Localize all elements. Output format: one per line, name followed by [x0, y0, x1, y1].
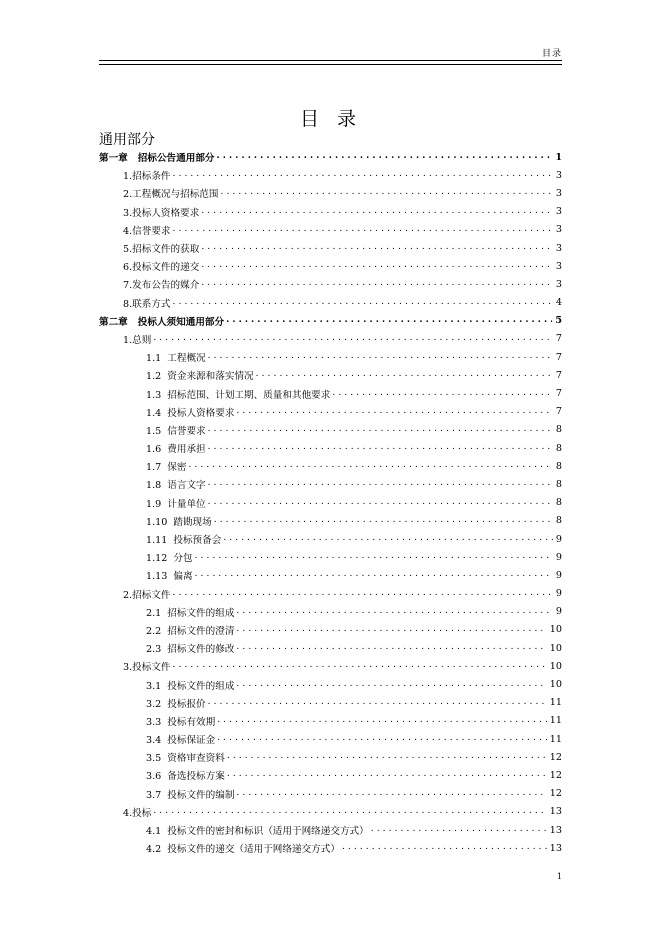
toc-entry-label — [123, 205, 199, 219]
toc-page-number: 9 — [555, 551, 562, 563]
toc-dot-leader — [173, 297, 553, 307]
toc-entry[interactable] — [99, 348, 562, 366]
toc-dot-leader — [227, 769, 547, 779]
toc-entry-number: 1.2 — [146, 371, 162, 383]
toc-entry[interactable] — [99, 512, 562, 530]
toc-entry-label — [123, 332, 151, 346]
toc-entry[interactable] — [99, 421, 562, 439]
toc-dot-leader — [188, 460, 552, 470]
toc-entry-number: 3.1 — [146, 680, 162, 692]
toc-entry-text: 投标有效期 — [167, 716, 216, 728]
toc-entry[interactable] — [99, 803, 562, 821]
toc-entry[interactable] — [99, 603, 562, 621]
toc-entry[interactable] — [99, 257, 562, 275]
toc-page-number: 7 — [555, 406, 562, 418]
toc-entry[interactable] — [99, 712, 562, 730]
toc-dot-leader — [236, 606, 552, 616]
toc-entry-label — [123, 296, 171, 310]
toc-entry-text: 3.投标文件 — [123, 662, 171, 674]
toc-page-number: 3 — [555, 242, 562, 254]
toc-entry-number: 2.2 — [146, 625, 162, 637]
toc-entry-label — [146, 477, 206, 491]
toc-page-number: 3 — [555, 169, 562, 181]
toc-page-number: 7 — [555, 333, 562, 345]
toc-entry-text: 投标文件的递交（适用于网络递交方式） — [167, 844, 340, 856]
toc-entry-number: 3.3 — [146, 716, 162, 728]
toc-entry-number: 1.9 — [146, 498, 162, 510]
toc-dot-leader — [217, 715, 547, 725]
toc-entry-label — [146, 496, 206, 510]
toc-dot-leader — [153, 333, 553, 343]
toc-dot-leader — [195, 551, 553, 561]
toc-dot-leader — [208, 497, 553, 507]
toc-entry-number: 4.2 — [146, 844, 162, 856]
header-rule — [99, 60, 562, 61]
toc-entry-number: 1.7 — [146, 462, 162, 474]
toc-page-number: 3 — [555, 260, 562, 272]
toc-page-number: 10 — [549, 679, 562, 691]
toc-entry-text: 投标预备会 — [173, 535, 222, 547]
toc-dot-leader — [236, 679, 546, 689]
toc-entry-number: 1.6 — [146, 444, 162, 456]
table-of-contents — [99, 148, 562, 857]
toc-entry-text: 语言文字 — [167, 480, 206, 492]
toc-page-number: 8 — [555, 460, 562, 472]
toc-entry[interactable] — [99, 384, 562, 402]
toc-page-number: 1 — [555, 151, 562, 163]
toc-entry[interactable] — [99, 366, 562, 384]
toc-entry-label — [146, 696, 206, 710]
toc-entry-label — [146, 441, 206, 455]
toc-entry-label — [146, 841, 340, 855]
toc-dot-leader — [173, 588, 553, 598]
toc-entry[interactable] — [99, 221, 562, 239]
toc-entry[interactable] — [99, 657, 562, 675]
toc-page-number: 11 — [549, 733, 562, 745]
toc-page-number: 3 — [555, 187, 562, 199]
toc-page-number: 8 — [555, 478, 562, 490]
toc-page-number: 13 — [549, 824, 562, 836]
toc-dot-leader — [226, 315, 552, 325]
toc-entry[interactable] — [99, 494, 562, 512]
toc-dot-leader — [236, 788, 546, 798]
toc-entry-text: 1.总则 — [123, 334, 152, 346]
toc-entry-label — [146, 623, 234, 637]
toc-entry[interactable] — [99, 639, 562, 657]
toc-entry-text: 投标人资格要求 — [167, 407, 235, 419]
toc-page-number: 12 — [549, 751, 562, 763]
toc-entry-label — [146, 787, 234, 801]
toc-entry[interactable] — [99, 166, 562, 184]
toc-entry-label — [123, 659, 171, 673]
toc-dot-leader — [201, 206, 553, 216]
toc-page-number: 12 — [549, 788, 562, 800]
toc-entry-number: 1.12 — [146, 553, 168, 565]
toc-entry[interactable] — [99, 748, 562, 766]
toc-entry-number: 3.5 — [146, 753, 162, 765]
toc-entry-label — [123, 241, 199, 255]
toc-entry-label — [99, 150, 215, 164]
toc-entry-text: 踏勘现场 — [173, 516, 212, 528]
toc-entry-text: 投标文件的密封和标识（适用于网络递交方式） — [167, 826, 369, 838]
toc-dot-leader — [208, 697, 547, 707]
header-rule-thin — [99, 64, 562, 65]
toc-entry-number: 1.11 — [146, 535, 168, 547]
toc-entry-text: 3.投标人资格要求 — [123, 207, 200, 219]
toc-page-number: 8 — [555, 424, 562, 436]
toc-dot-leader — [173, 224, 553, 234]
toc-page-number: 11 — [549, 715, 562, 727]
toc-dot-leader — [236, 642, 546, 652]
toc-page-number: 7 — [555, 388, 562, 400]
toc-entry[interactable] — [99, 330, 562, 348]
toc-entry[interactable] — [99, 821, 562, 839]
toc-dot-leader — [201, 242, 553, 252]
toc-entry[interactable] — [99, 730, 562, 748]
toc-entry[interactable] — [99, 548, 562, 566]
toc-entry-label — [123, 223, 171, 237]
toc-entry-text: 投标报价 — [167, 698, 206, 710]
toc-entry[interactable] — [99, 184, 562, 202]
toc-entry-label — [123, 805, 151, 819]
toc-entry-text: 费用承担 — [167, 444, 206, 456]
toc-entry-label — [123, 587, 171, 601]
toc-page-number: 9 — [555, 588, 562, 600]
toc-page-number: 3 — [555, 224, 562, 236]
toc-page-number: 4 — [555, 297, 562, 309]
toc-entry[interactable] — [99, 475, 562, 493]
toc-entry-number: 2.1 — [146, 607, 162, 619]
toc-entry-number: 1.8 — [146, 480, 162, 492]
toc-entry-text: 8.联系方式 — [123, 298, 171, 310]
toc-page-number: 7 — [555, 369, 562, 381]
toc-entry[interactable] — [99, 585, 562, 603]
toc-entry-label — [146, 350, 206, 364]
toc-entry-label — [146, 514, 212, 528]
toc-page-number: 9 — [555, 569, 562, 581]
toc-entry-number: 3.2 — [146, 698, 162, 710]
toc-page-number: 8 — [555, 515, 562, 527]
toc-entry[interactable] — [99, 566, 562, 584]
toc-page-number: 9 — [555, 533, 562, 545]
toc-entry-label — [146, 714, 215, 728]
toc-entry-text: 招标文件的澄清 — [167, 625, 235, 637]
toc-dot-leader — [173, 169, 553, 179]
toc-dot-leader — [201, 278, 553, 288]
toc-entry-text: 分包 — [173, 553, 193, 565]
toc-entry-label — [123, 277, 199, 291]
toc-entry-text: 招标文件的组成 — [167, 607, 235, 619]
toc-entry-label — [146, 423, 206, 437]
toc-page-number: 5 — [555, 315, 562, 327]
toc-entry-text: 资金来源和落实情况 — [167, 371, 254, 383]
toc-dot-leader — [221, 187, 553, 197]
toc-dot-leader — [227, 751, 547, 761]
toc-entry-number: 1.5 — [146, 425, 162, 437]
toc-page-number: 8 — [555, 442, 562, 454]
toc-entry-label — [146, 368, 254, 382]
toc-entry-number: 1.4 — [146, 407, 162, 419]
toc-page-number: 10 — [549, 642, 562, 654]
toc-entry-number: 第二章 — [99, 316, 128, 328]
toc-entry-text: 偏离 — [173, 571, 193, 583]
toc-entry-label — [146, 678, 234, 692]
toc-entry[interactable] — [99, 839, 562, 857]
toc-entry-label — [123, 259, 199, 273]
toc-entry[interactable] — [99, 312, 562, 330]
toc-entry[interactable] — [99, 694, 562, 712]
toc-entry-text: 投标文件的组成 — [167, 680, 235, 692]
toc-entry-label — [123, 186, 219, 200]
toc-entry-text: 4.信誉要求 — [123, 225, 171, 237]
toc-entry[interactable] — [99, 439, 562, 457]
toc-entry-text: 备选投标方案 — [167, 771, 225, 783]
toc-entry-number: 2.3 — [146, 644, 162, 656]
toc-entry-number: 4.1 — [146, 826, 162, 838]
toc-dot-leader — [208, 424, 553, 434]
toc-entry-text: 5.招标文件的获取 — [123, 244, 200, 256]
toc-entry[interactable] — [99, 766, 562, 784]
toc-entry-number: 第一章 — [99, 153, 128, 165]
toc-entry-number: 1.10 — [146, 516, 168, 528]
toc-dot-leader — [236, 406, 552, 416]
toc-dot-leader — [217, 733, 547, 743]
toc-entry[interactable] — [99, 530, 562, 548]
toc-entry-text: 7.发布公告的媒介 — [123, 280, 200, 292]
toc-entry[interactable] — [99, 275, 562, 293]
toc-dot-leader — [195, 569, 553, 579]
toc-entry[interactable] — [99, 239, 562, 257]
toc-entry-label — [146, 605, 234, 619]
toc-entry-label — [146, 732, 215, 746]
toc-entry-text: 招标公告通用部分 — [137, 153, 215, 165]
toc-dot-leader — [208, 351, 553, 361]
toc-entry-number: 3.7 — [146, 789, 162, 801]
toc-entry-label — [146, 532, 221, 546]
toc-entry-text: 投标文件的编制 — [167, 789, 235, 801]
toc-page-number: 3 — [555, 206, 562, 218]
toc-dot-leader — [201, 260, 553, 270]
toc-page-number: 9 — [555, 606, 562, 618]
toc-entry-label — [146, 641, 234, 655]
toc-entry-number: 3.4 — [146, 735, 162, 747]
toc-entry-text: 投标保证金 — [167, 735, 216, 747]
toc-dot-leader — [217, 151, 553, 161]
toc-entry-label — [146, 823, 369, 837]
toc-entry-text: 资格审查资料 — [167, 753, 225, 765]
toc-dot-leader — [173, 660, 547, 670]
toc-entry-text: 计量单位 — [167, 498, 206, 510]
toc-entry-label — [123, 168, 171, 182]
toc-entry-label — [146, 459, 186, 473]
toc-entry[interactable] — [99, 203, 562, 221]
toc-entry-text: 2.招标文件 — [123, 589, 171, 601]
toc-page-number: 11 — [549, 697, 562, 709]
toc-entry-text: 2.工程概况与招标范围 — [123, 189, 219, 201]
toc-entry[interactable] — [99, 675, 562, 693]
toc-entry-text: 投标人须知通用部分 — [137, 316, 225, 328]
toc-entry[interactable] — [99, 403, 562, 421]
toc-entry-label — [146, 568, 193, 582]
toc-entry-label — [146, 768, 225, 782]
toc-entry-number: 1.1 — [146, 353, 162, 365]
toc-entry-text: 工程概况 — [167, 353, 206, 365]
toc-entry-text: 6.投标文件的递交 — [123, 262, 200, 274]
toc-entry-text: 4.投标 — [123, 807, 152, 819]
toc-entry-label — [146, 387, 330, 401]
toc-page-number: 10 — [549, 624, 562, 636]
toc-entry-number: 1.3 — [146, 389, 162, 401]
toc-dot-leader — [208, 478, 553, 488]
toc-dot-leader — [208, 442, 553, 452]
toc-page-number: 10 — [549, 660, 562, 672]
toc-dot-leader — [342, 842, 547, 852]
toc-page-number: 7 — [555, 351, 562, 363]
toc-entry-label — [146, 405, 234, 419]
toc-dot-leader — [256, 369, 553, 379]
toc-page-number: 8 — [555, 497, 562, 509]
toc-page-number: 13 — [549, 842, 562, 854]
toc-dot-leader — [153, 806, 546, 816]
toc-page-number: 12 — [549, 769, 562, 781]
toc-entry-label — [99, 314, 224, 328]
toc-dot-leader — [214, 515, 553, 525]
toc-dot-leader — [371, 824, 547, 834]
toc-entry-text: 1.招标条件 — [123, 171, 171, 183]
toc-entry-number: 1.13 — [146, 571, 168, 583]
toc-dot-leader — [332, 388, 553, 398]
toc-entry-text: 招标文件的修改 — [167, 644, 235, 656]
toc-entry-text: 信誉要求 — [167, 425, 206, 437]
toc-entry-text: 招标范围、计划工期、质量和其他要求 — [167, 389, 331, 401]
toc-entry[interactable] — [99, 294, 562, 312]
running-header: 目录 — [541, 49, 562, 59]
toc-page-number: 3 — [555, 278, 562, 290]
toc-entry-label — [146, 550, 193, 564]
toc-dot-leader — [223, 533, 553, 543]
toc-entry[interactable] — [99, 148, 562, 166]
toc-title: 目 录 — [299, 108, 363, 130]
page-number: 1 — [556, 872, 562, 881]
section-heading: 通用部分 — [99, 132, 155, 148]
toc-page-number: 13 — [549, 806, 562, 818]
toc-entry-text: 保密 — [167, 462, 187, 474]
toc-entry[interactable] — [99, 457, 562, 475]
toc-entry[interactable] — [99, 785, 562, 803]
toc-entry-number: 3.6 — [146, 771, 162, 783]
toc-dot-leader — [236, 624, 546, 634]
toc-entry[interactable] — [99, 621, 562, 639]
toc-entry-label — [146, 750, 225, 764]
